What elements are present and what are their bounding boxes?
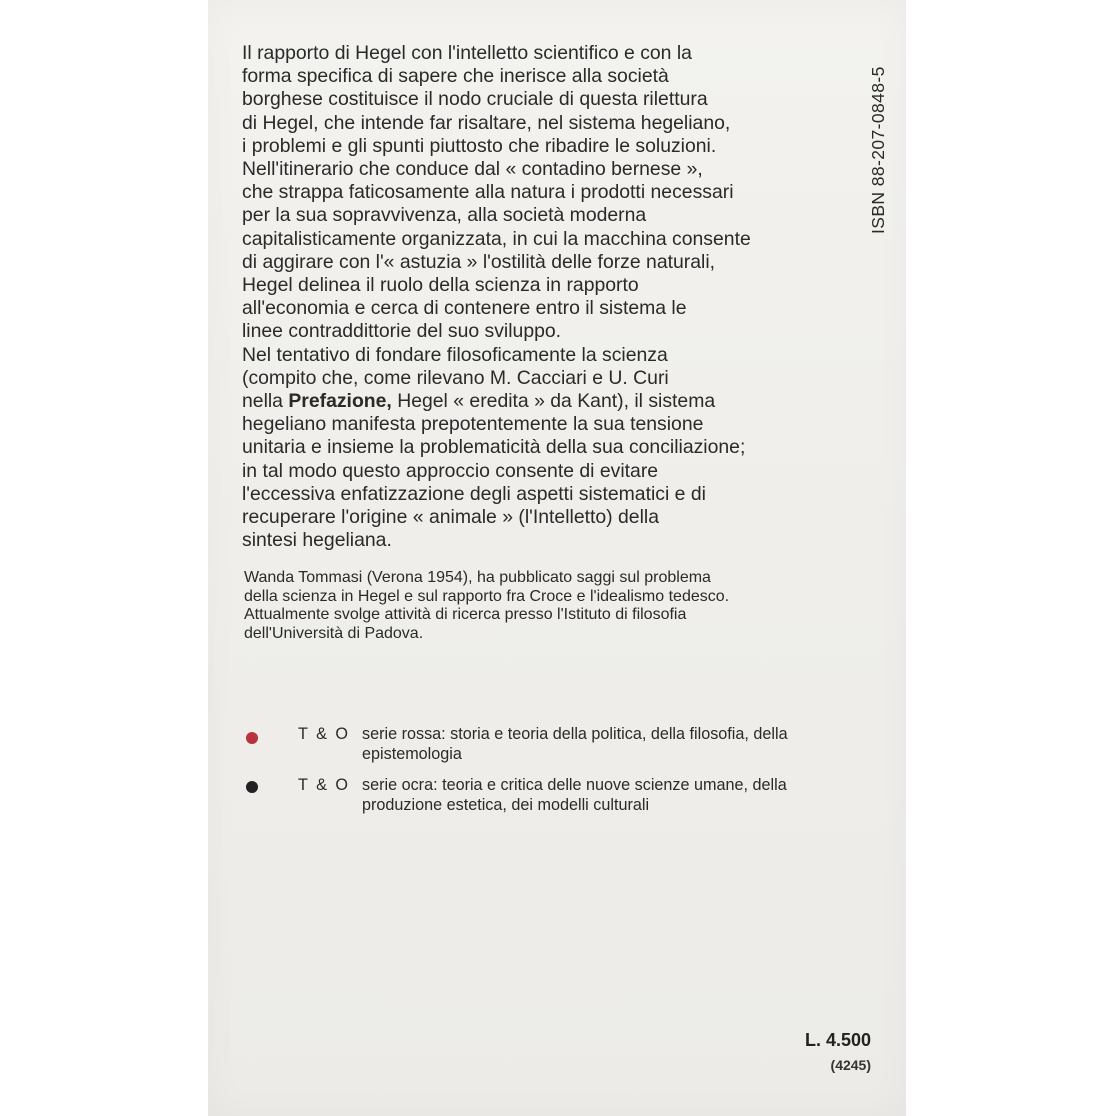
blurb-line: Nell'itinerario che conduce dal « contadino bernese », bbox=[242, 158, 703, 181]
blurb-line: Hegel delinea il ruolo della scienza in rapporto bbox=[242, 274, 639, 297]
black-dot-icon bbox=[246, 781, 258, 793]
series-tag: T & O bbox=[298, 776, 348, 794]
blurb-line: Nel tentativo di fondare filosoficamente la scienza bbox=[242, 343, 668, 366]
blurb-line: capitalisticamente organizzata, in cui la macchina consente bbox=[242, 227, 751, 250]
series-description bbox=[362, 775, 882, 815]
blurb-line-prefazione bbox=[242, 390, 842, 413]
blurb-line: in tal modo questo approccio consente di evitare bbox=[242, 459, 659, 482]
blurb-line: di aggirare con l'« astuzia » l'ostilità delle forze naturali, bbox=[242, 250, 716, 273]
blurb-line: linee contraddittorie del suo sviluppo. bbox=[242, 320, 562, 343]
series-line: epistemologia bbox=[362, 745, 462, 763]
blurb-line: all'economia e cerca di contenere entro il sistema le bbox=[242, 297, 687, 320]
blurb-line: hegeliano manifesta prepotentemente la sua tensione bbox=[242, 413, 704, 436]
series-description bbox=[362, 724, 882, 764]
blurb-line: i problemi e gli spunti piuttosto che ribadire le soluzioni. bbox=[242, 134, 717, 157]
bio-line: della scienza in Hegel e sul rapporto fra Croce e l'idealismo tedesco. bbox=[244, 587, 730, 605]
author-bio bbox=[244, 569, 884, 643]
blurb-line: di Hegel, che intende far risaltare, nel sistema hegeliano, bbox=[242, 111, 731, 134]
blurb-line: recuperare l'origine « animale » (l'Intelletto) della bbox=[242, 506, 659, 529]
catalog-code: (4245) bbox=[830, 1057, 871, 1073]
series-line: produzione estetica, dei modelli culturali bbox=[362, 796, 650, 814]
blurb-fragment: Hegel « eredita » da Kant), il sistema bbox=[391, 390, 716, 413]
blurb-line: sintesi hegeliana. bbox=[242, 529, 392, 552]
red-dot-icon bbox=[246, 732, 258, 744]
blurb-line: unitaria e insieme la problematicità della sua conciliazione; bbox=[242, 436, 746, 459]
blurb-line: forma specifica di sapere che inerisce alla società bbox=[242, 65, 669, 88]
isbn-number: ISBN 88-207-0848-5 bbox=[868, 66, 888, 234]
prefazione-bold: Prefazione, bbox=[288, 390, 392, 413]
bio-line: Attualmente svolge attività di ricerca presso l'Istituto di filosofia bbox=[244, 606, 687, 624]
blurb-line: borghese costituisce il nodo cruciale di questa rilettura bbox=[242, 88, 708, 111]
blurb-fragment: nella bbox=[242, 390, 289, 413]
blurb-line: che strappa faticosamente alla natura i prodotti necessari bbox=[242, 181, 734, 204]
blurb-line: (compito che, come rilevano M. Cacciari e U. Curi bbox=[242, 366, 669, 389]
blurb-text bbox=[242, 42, 842, 552]
blurb-line: per la sua sopravvivenza, alla società moderna bbox=[242, 204, 647, 227]
series-line: serie ocra: teoria e critica delle nuove scienze umane, della bbox=[362, 776, 787, 794]
bio-line: dell'Università di Padova. bbox=[244, 624, 424, 642]
series-tag: T & O bbox=[298, 725, 348, 743]
blurb-line: l'eccessiva enfatizzazione degli aspetti sistematici e di bbox=[242, 482, 706, 505]
series-line: serie rossa: storia e teoria della politica, della filosofia, della bbox=[362, 725, 788, 743]
blurb-line: Il rapporto di Hegel con l'intelletto scientifico e con la bbox=[242, 42, 692, 64]
price: L. 4.500 bbox=[804, 1030, 871, 1050]
bio-line: Wanda Tommasi (Verona 1954), ha pubblicato saggi sul problema bbox=[244, 569, 711, 586]
